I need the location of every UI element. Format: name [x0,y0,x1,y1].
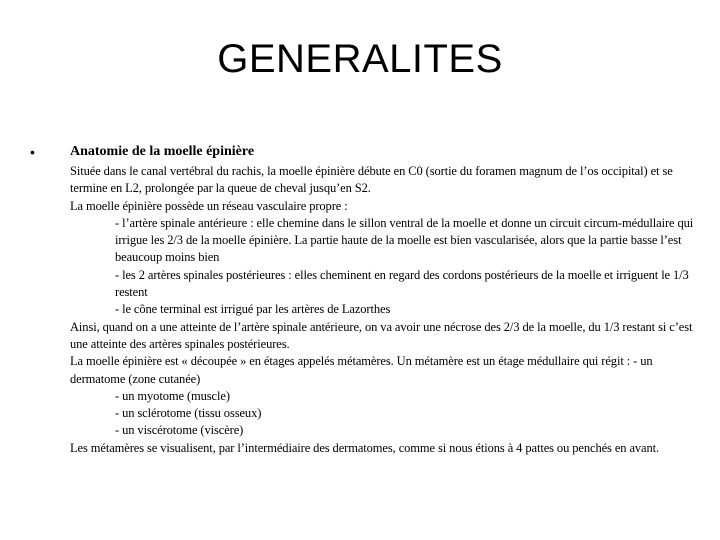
list-item: - un myotome (muscle) [115,388,230,403]
list-item: - un sclérotome (tissu osseux) [115,406,262,421]
paragraph: Située dans le canal vertébral du rachis, la moelle épinière débute en C0 (sortie du foramen magnum de l’os occipital) et se termine en L2, prolongée par la queue de cheval jusqu’en S2. [70,164,673,196]
list-item: - les 2 artères spinales postérieures : elles cheminent en regard des cordons postérieurs de la moelle et irriguent le 1/3 restent [115,267,689,300]
paragraph: Ainsi, quand on a une atteinte de l’artère spinale antérieure, on va avoir une nécrose des 2/3 de la moelle, du 1/3 restant si c’est une atteinte des artères spinales postérieures. [70,319,693,351]
bullet-icon: • [30,144,35,160]
paragraph: La moelle épinière possède un réseau vasculaire propre : [70,198,348,213]
list-item: - l’artère spinale antérieure : elle chemine dans le sillon ventral de la moelle et donne un circuit circum-médullaire qui irrigue les 2/3 de la moelle épinière. La partie haute de la moelle est bien vascularisée, alors que la partie basse l’est beaucoup moins bien [115,215,694,265]
slide-title: GENERALITES [217,37,503,81]
section-heading: Anatomie de la moelle épinière [70,144,255,159]
list-item: - le cône terminal est irrigué par les artères de Lazorthes [115,302,391,317]
paragraph: Les métamères se visualisent, par l’intermédiaire des dermatomes, comme si nous étions à 4 pattes ou penchés en avant. [70,440,660,455]
paragraph: La moelle épinière est « découpée » en étages appelés métamères. Un métamère est un étage médullaire qui régit : - un dermatome (zone cutanée) [70,354,653,386]
body-text [70,163,708,457]
list-item: - un viscérotome (viscère) [115,423,244,438]
